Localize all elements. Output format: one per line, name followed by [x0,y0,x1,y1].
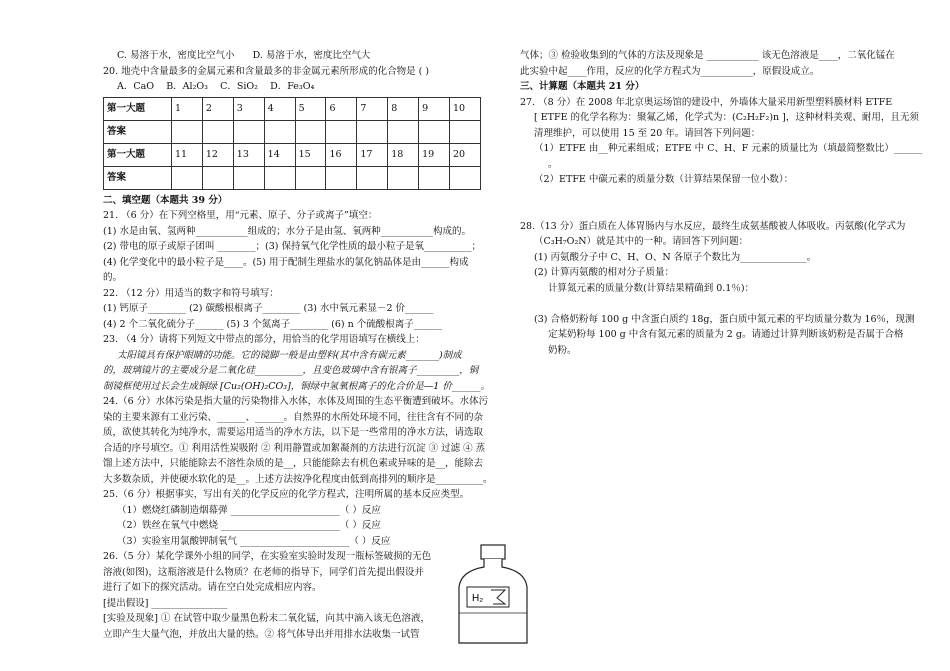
table-cell: 答案 [104,120,172,143]
q27-line: [ ETFE 的化学名称为：聚氟乙烯，化学式为：(C₂H₂F₂)n ]，这种材料美观、耐用，且无须 [534,112,919,123]
q28-line: 奶粉。 [548,344,577,356]
q28-line: （C₃H₇O₂N）就是其中的一种。请回答下列问题： [534,236,749,247]
answer-cell[interactable] [326,166,357,189]
q26-line: 溶液(如图)，这瓶溶液是什么物质？在老师的指导下，同学们首先提出假设并 [103,566,424,578]
q25-line: （3）实验室用氯酸钾制氧气 _______________________（ ）反应 [117,535,391,547]
table-cell: 8 [388,97,419,120]
answer-cell[interactable] [233,166,264,189]
answer-cell[interactable] [357,166,388,189]
table-cell: 14 [264,143,295,166]
answer-cell[interactable] [388,166,419,189]
table-cell: 3 [233,97,264,120]
table-row [104,166,481,189]
q28-line: (2) 计算丙氨酸的相对分子质量： [534,267,674,278]
q26-continued: 此实验中起____作用，反应的化学方程式为___________，原假设成立。 [520,65,820,77]
q26-line: 26.（5 分）某化学课外小组的同学，在实验室实验时发现一瓶标签破损的无色 [103,551,432,562]
q26-continued: 气体；③ 检验收集到的气体的方法及现象是 ___________ 该无色溶液是____，二氧化锰在 [520,50,895,61]
q28-line: (3) 合格奶粉每 100 g 中含蛋白质约 18g，蛋白质中氮元素的平均质量分数为 16％，现测 [534,313,915,325]
q28-line: (1) 丙氨酸分子中 C、H、O、N 各原子个数比为______________。 [534,251,817,263]
answer-cell[interactable] [450,120,481,143]
q21-line: (2) 带电的原子或原子团叫 ________；(3) 保持氧气化学性质的最小粒子是氧__________； [103,241,481,252]
q20-text: 20. 地壳中含量最多的金属元素和含量最多的非金属元素所形成的化合物是 ( ) [103,65,430,77]
answer-cell[interactable] [202,166,233,189]
table-row [104,143,481,166]
q19-options [103,48,481,64]
q27-line: 27. （8 分）在 2008 年北京奥运场馆的建设中，外墙体大量采用新型塑料膜材料 ETFE [520,96,893,108]
table-cell: 10 [450,97,481,120]
q19-option-d: D. 易溶于水，密度比空气大 [252,50,371,61]
q25-text: 25.（6 分）根据事实，写出有关的化学反应的化学方程式，注明所属的基本反应类型。 [103,489,470,500]
q25-line: （1）燃烧红磷制造烟幕弹 _______________________（ ）反应 [117,504,381,516]
q20-options [103,79,481,95]
answer-cell[interactable] [295,166,326,189]
answer-cell[interactable] [357,120,388,143]
q27-line: （2）ETFE 中碳元素的质量分数（计算结果保留一位小数）： [534,174,794,185]
left-column [103,48,493,642]
q24-line: 馏上述方法中，只能能除去不溶性杂质的是__，只能能除去有机色素或异味的是__，能除去 [103,458,484,469]
q27-line: 清理维护，可以使用 15 至 20 年。请回答下列问题： [534,127,761,139]
table-cell: 17 [357,143,388,166]
table-cell: 答案 [104,166,172,189]
table-cell: 2 [202,97,233,120]
q20-option-c: C．SiO₂ [220,81,258,92]
answer-cell[interactable] [202,120,233,143]
section-3-title: 三、计算题（本题共 21 分） [520,81,645,92]
table-cell: 9 [419,97,450,120]
q23-passage: 的，玻璃镜片的主要成分是二氧化硅__________，且变色玻璃中含有银离子_________，铜 [103,365,479,376]
table-cell: 19 [419,143,450,166]
q27-line: （1）ETFE 由__种元素组成；ETFE 中 C、H、F 元素的质量比为（填最简整数比）______ [534,143,923,154]
table-row [104,120,481,143]
answer-cell[interactable] [264,120,295,143]
answer-cell[interactable] [326,120,357,143]
table-cell: 13 [233,143,264,166]
q23-passage: 太阳镜具有保护眼睛的功能。它的镜脚一般是由塑料(其中含有碳元素_______)制成 [117,349,462,361]
q21-line: (1) 水是由氧、氢两种___________组成的；水分子是由氢、氧两种___________构成的。 [103,225,471,237]
answer-cell[interactable] [172,166,203,189]
q23-passage: 制镜框使用过长会生成铜绿 [Cu₂(OH)₂CO₃]，铜绿中氢氧根离子的化合价是—1 价______。 [103,380,490,392]
table-cell: 第一大题 [104,97,172,120]
q28-line: 计算氮元素的质量分数(计算结果精确到 0.1％)： [548,282,755,294]
q24-line: 24.（6 分）水体污染是指大量的污染物排入水体，水体及周围的生态平衡遭到破坏。水体污 [103,396,489,407]
answer-cell[interactable] [295,120,326,143]
q24-line: 合适的序号填空。① 利用活性炭吸附 ② 利用静置或加絮凝剂的方法进行沉淀 ③ 过滤 ④ 蒸 [103,442,486,454]
q24-line: 染的主要来源有工业污染、______、______。自然界的水所处环境不同，往往含有不同的杂 [103,411,484,423]
q23-text: 23. （4 分）请将下列短文中带点的部分，用恰当的化学用语填写在横线上： [103,334,425,345]
answer-cell[interactable] [419,166,450,189]
table-cell: 6 [326,97,357,120]
table-row [104,97,481,120]
q21-line: (4) 化学变化中的最小粒子是____。(5) 用于配制生理盐水的氯化钠晶体是由______构成 [103,256,469,268]
q25-line: （2）铁丝在氧气中燃烧 _________________________（ ）反应 [117,520,381,531]
q19-option-c: C. 易溶于水，密度比空气小 [117,50,235,61]
q20-option-a: A．CaO [117,81,155,92]
table-cell: 15 [295,143,326,166]
q26-line: 进行了如下的探究活动。请在空白处完成相应内容。 [103,582,322,593]
q27-line: 。 [548,158,558,170]
right-column [520,48,923,358]
table-cell: 11 [172,143,203,166]
table-cell: 4 [264,97,295,120]
q28-line: 定某奶粉每 100 g 中含有氮元素的质量为 2 g。请通过计算判断该奶粉是否属于合格 [548,329,904,340]
table-cell: 1 [172,97,203,120]
answer-cell[interactable] [264,166,295,189]
q22-text: 22. （12 分）用适当的数字和符号填写： [103,287,279,299]
q20-option-d: D．Fe₃O₄ [270,81,315,92]
reagent-bottle-figure [453,543,533,647]
q26-line: 立即产生大量气泡，并放出大量的热。② 将气体导出并用排水法收集一试管 [103,628,420,640]
q26-line: [实验及现象] ① 在试管中取少量黑色粉末二氧化锰，向其中滴入该无色溶液， [103,613,430,624]
bottle-label-text: H₂ [472,593,484,604]
answer-cell[interactable] [233,120,264,143]
q21-line: 的。 [103,272,123,283]
table-cell: 12 [202,143,233,166]
answer-cell[interactable] [450,166,481,189]
q21-text: 21. （6 分）在下列空格里，用“元素、原子、分子或离子”填空： [103,210,378,221]
q26-line: [提出假设] ________________ [103,597,228,609]
q28-line: 28.（13 分）蛋白质在人体胃肠内与水反应，最终生成氨基酸被人体吸收。丙氨酸(化学式为 [520,220,906,232]
table-cell: 5 [295,97,326,120]
q24-line: 大多数杂质，并使硬水软化的是__。上述方法按净化程度由低到高排列的顺序是__________。 [103,473,493,485]
q22-line: (1) 钙原子________ (2) 碳酸根根离子________ (3) 水中氧元素显－2 价______ [103,303,434,314]
table-cell: 第一大题 [104,143,172,166]
table-cell: 16 [326,143,357,166]
q20-option-b: B．Al₂O₃ [166,81,208,92]
answer-cell[interactable] [172,120,203,143]
table-cell: 18 [388,143,419,166]
table-cell: 7 [357,97,388,120]
table-cell: 20 [450,143,481,166]
q24-line: 质，欲使其转化为纯净水，需要运用适当的净水方法，以下是一些常用的净水方法，请选取 [103,427,484,438]
section-2-title: 二、填空题（本题共 39 分） [103,194,228,206]
answer-cell[interactable] [388,120,419,143]
q22-line: (4) 2 个二氧化硫分子______ (5) 3 个氮离子________ (6) n 个硫酸根离子______ [103,318,443,330]
answer-table [103,97,481,190]
answer-cell[interactable] [419,120,450,143]
